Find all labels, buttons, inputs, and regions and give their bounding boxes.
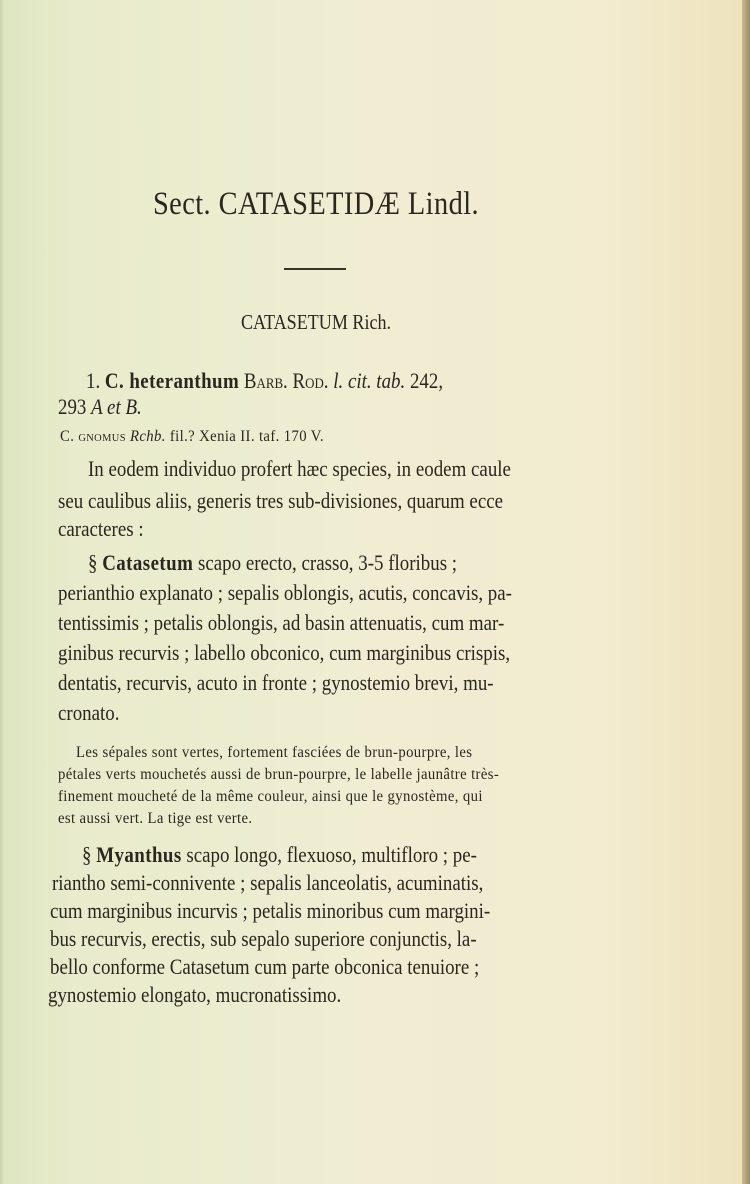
myanthus-line: gynostemio elongato, mucronatissimo.	[48, 982, 342, 1007]
species-plate-number: 293	[58, 394, 87, 419]
species-name: C. heteranthum	[104, 368, 240, 393]
species-citation: l. cit. tab.	[333, 368, 406, 393]
myanthus-line: riantho semi-connivente ; sepalis lanceolatis, acuminatis,	[52, 870, 484, 895]
catasetum-line: tentissimis ; petalis oblongis, ad basin attenuatis, cum mar-	[58, 610, 505, 635]
myanthus-line: bello conforme Catasetum cum parte obconica tenuiore ;	[50, 954, 480, 979]
species-entry	[86, 368, 443, 394]
french-note-line: finement moucheté de la même couleur, ainsi que le gynostème, qui	[58, 788, 483, 805]
catasetum-first-line	[88, 550, 457, 576]
section-title: Sect. CATASETIDÆ Lindl.	[152, 186, 480, 222]
section-mark: §	[88, 550, 98, 575]
species-plate-parts: A et B.	[91, 394, 142, 419]
french-note-line: Les sépales sont vertes, fortement fasciées de brun-pourpre, les	[76, 744, 473, 761]
genus-heading: CATASETUM Rich.	[240, 310, 392, 334]
myanthus-first-line	[82, 842, 477, 868]
catasetum-line: perianthio explanato ; sepalis oblongis, acutis, concavis, pa-	[58, 580, 512, 605]
catasetum-line: ginibus recurvis ; labello obconico, cum marginibus crispis,	[58, 640, 511, 665]
section-mark: §	[82, 842, 92, 867]
species-number: 1.	[86, 368, 101, 393]
myanthus-term: Myanthus	[96, 842, 182, 867]
page-left-edge	[0, 0, 5, 1184]
catasetum-first-text: scapo erecto, crasso, 3-5 floribus ;	[198, 550, 458, 575]
species-authority: Barb. Rod.	[243, 368, 329, 393]
species-entry-cont	[58, 394, 142, 420]
myanthus-line: cum marginibus incurvis ; petalis minoribus cum margini-	[50, 898, 491, 923]
synonym-line	[60, 428, 324, 446]
catasetum-term: Catasetum	[102, 550, 194, 575]
french-note-line: pétales verts mouchetés aussi de brun-pourpre, le labelle jaunâtre très-	[58, 766, 500, 783]
synonym-author: Rchb.	[129, 428, 166, 445]
catasetum-line: dentatis, recurvis, acuto in fronte ; gynostemio brevi, mu-	[58, 670, 494, 695]
myanthus-line: bus recurvis, erectis, sub sepalo superiore conjunctis, la-	[50, 926, 477, 951]
myanthus-first-text: scapo longo, flexuoso, multifloro ; pe-	[186, 842, 477, 867]
title-rule	[284, 268, 346, 270]
catasetum-line: cronato.	[58, 700, 120, 725]
intro-line-3: caracteres :	[58, 516, 144, 541]
synonym-reference: fil.? Xenia II. taf. 170 V.	[169, 428, 324, 445]
intro-line-2: seu caulibus aliis, generis tres sub-divisiones, quarum ecce	[58, 488, 504, 513]
synonym-name: C. gnomus	[60, 428, 126, 445]
french-note-line: est aussi vert. La tige est verte.	[58, 810, 253, 827]
page-right-edge	[742, 0, 750, 1184]
intro-line-1: In eodem individuo profert hæc species, in eodem caule	[88, 456, 511, 481]
species-plates: 242,	[409, 368, 444, 393]
